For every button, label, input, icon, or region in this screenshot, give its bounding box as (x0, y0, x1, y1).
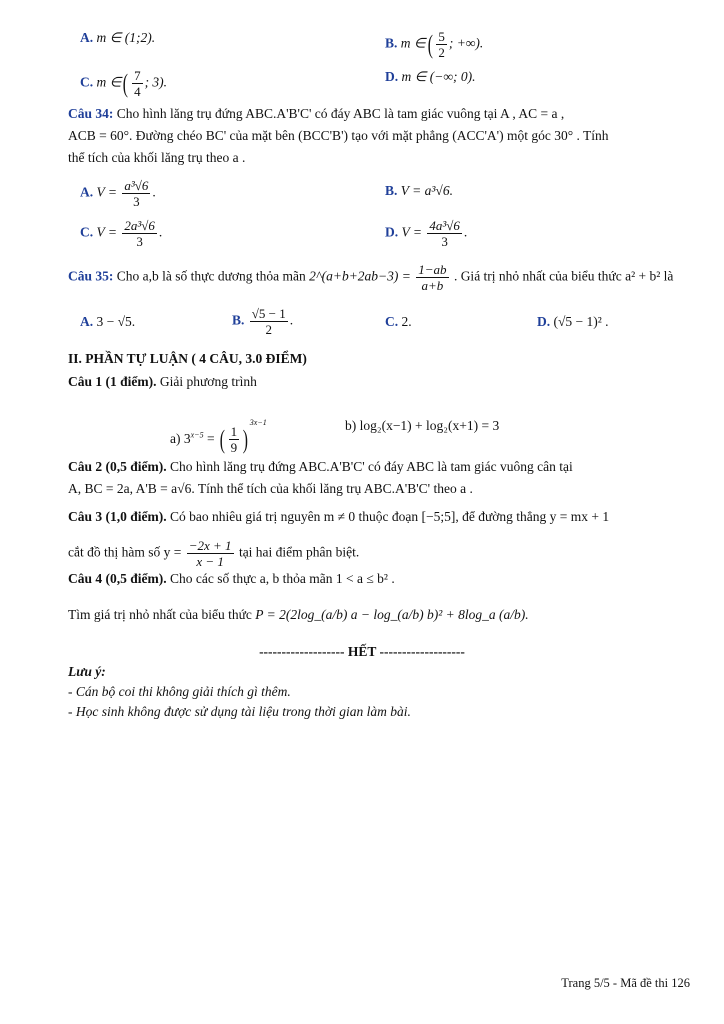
q33-option-c: C. m ∈( $\frac{7}{4}$ ; 3). (80, 68, 168, 99)
note-line1: - Cán bộ coi thi không giải thích gì thêm. (68, 684, 291, 699)
c4-line2: Tìm giá trị nhỏ nhất của biểu thức P = 2(2log_(a/b) a − log_(a/b) b)² + 8log_a (a/b). (68, 607, 529, 622)
q34-line1: Câu 34: Cho hình lăng trụ đứng ABC.A'B'C' có đáy ABC là tam giác vuông tại A , AC = a , (68, 106, 565, 121)
q34-option-b: B. V = a³√6. (385, 183, 453, 198)
note-title: Lưu ý: (68, 664, 106, 679)
c2-line1: Câu 2 (0,5 điểm). Cho hình lăng trụ đứng ABC.A'B'C' có đáy ABC là tam giác vuông cân tại (68, 459, 573, 474)
q34-option-a: A. V = $\frac{\text{a³√6}}{3}$ . (80, 178, 156, 209)
part2-title: II. PHẦN TỰ LUẬN ( 4 CÂU, 3.0 ĐIỂM) (68, 351, 307, 366)
q34-option-d: D. V = $\frac{\text{4a³√6}}{3}$ . (385, 218, 468, 249)
q35-option-c: C. 2. (385, 314, 412, 329)
page-footer: Trang 5/5 - Mã đề thi 126 (561, 976, 690, 990)
c3-line1: Câu 3 (1,0 điểm). Có bao nhiêu giá trị nguyên m ≠ 0 thuộc đoạn [−5;5], để đường thẳng y = mx + 1 (68, 509, 610, 524)
c3-line2: cắt đồ thị hàm số y = $\frac{-2x + 1}{x - 1}$ tại hai điểm phân biệt. (68, 538, 360, 569)
q35-option-a: A. 3 − √5. (80, 314, 136, 329)
q34-line3: thể tích của khối lăng trụ theo a . (68, 150, 246, 165)
q34-option-c: C. V = $\frac{\text{2a³√6}}{3}$ . (80, 218, 163, 249)
q33-option-a: A. m ∈ (1;2). (80, 30, 156, 45)
q35-option-d: D. (√5 − 1)² . (537, 314, 609, 329)
c1-part-b: b) log₂(x−1) + log₂(x+1) = 3 (345, 418, 500, 433)
c1-part-a: a) $3^{x-5}$ = ( $\frac{1}{9}$ )$^{3x-1}$ (170, 418, 267, 456)
q33-option-b: B. m ∈( $\frac{5}{2}$ ; +∞). (385, 29, 484, 60)
note-line2: - Học sinh không được sử dụng tài liệu trong thời gian làm bài. (68, 704, 411, 719)
q35-stem: Câu 35: Cho a,b là số thực dương thỏa mãn 2^(a+b+2ab−3) = $\frac{1-ab}{a+b}$ . Giá trị nhỏ nhất của biểu thức a² + b² là (68, 262, 674, 293)
c1-stem: Câu 1 (1 điểm). Giải phương trình (68, 374, 257, 389)
end-mark: ------------------- HẾT ------------------- (259, 644, 465, 659)
q34-line2: ACB = 60°. Đường chéo BC' của mặt bên (BCC'B') tạo với mặt phẳng (ACC'A') một góc 30° . Tính (68, 128, 609, 143)
q33-option-d: D. m ∈ (−∞; 0). (385, 69, 476, 84)
c4-line1: Câu 4 (0,5 điểm). Cho các số thực a, b thỏa mãn 1 < a ≤ b² . (68, 571, 395, 586)
c2-line2: A, BC = 2a, A'B = a√6. Tính thể tích của khối lăng trụ ABC.A'B'C' theo a . (68, 481, 473, 496)
q35-option-b: B. $\frac{√5 - 1}{2}$ . (232, 306, 294, 337)
